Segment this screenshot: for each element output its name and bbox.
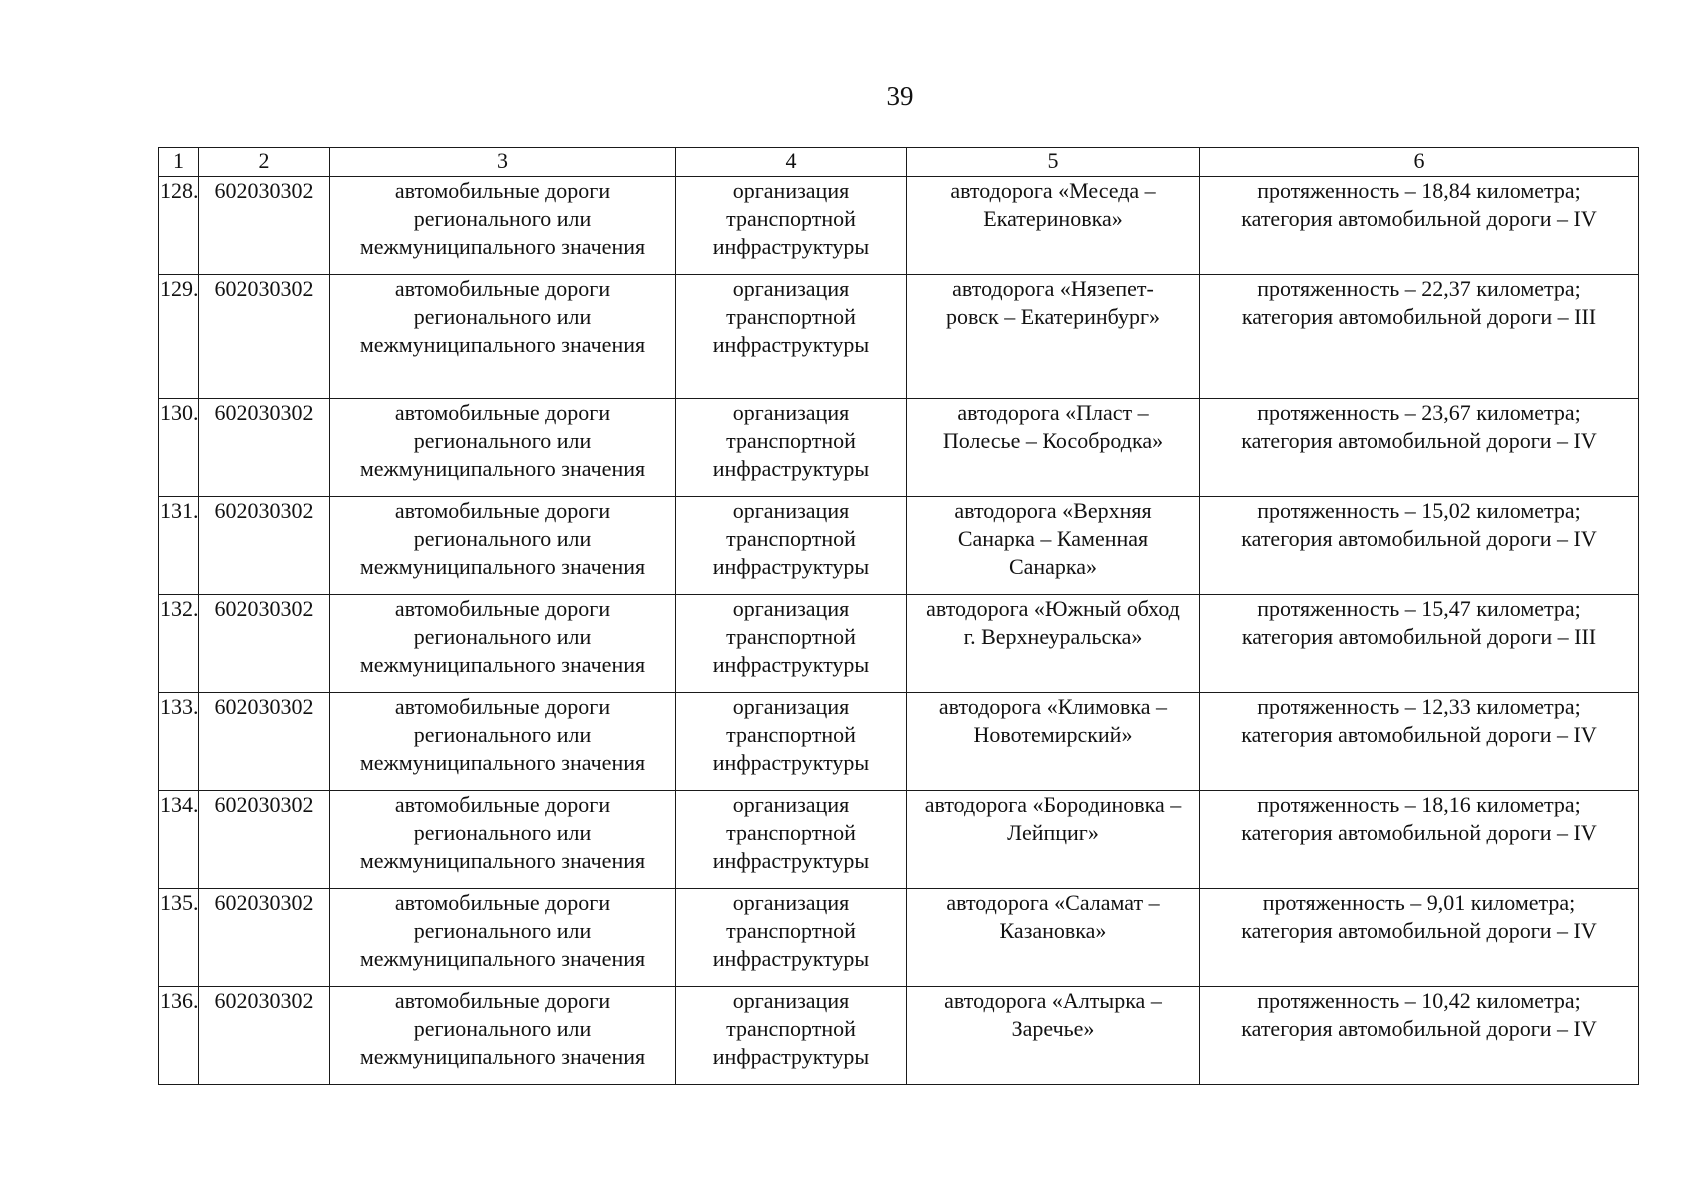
row-description <box>1200 889 1639 987</box>
row-code: 602030302 <box>199 791 330 889</box>
row-description <box>1200 497 1639 595</box>
table-body <box>159 177 1639 1085</box>
row-purpose <box>676 497 907 595</box>
row-road-name <box>907 177 1200 275</box>
row-object-type-line: автомобильные дороги <box>394 178 611 203</box>
row-object-type-line: регионального или <box>413 206 592 231</box>
header-row <box>159 148 1639 177</box>
row-road-name-line: автодорога «Бородиновка – <box>924 792 1182 817</box>
row-number: 132. <box>159 595 199 693</box>
row-object-type-line: регионального или <box>413 428 592 453</box>
table-row <box>159 987 1639 1085</box>
row-purpose-line: организация <box>732 694 850 719</box>
column-header-2: 2 <box>199 148 330 177</box>
row-object-type-line: регионального или <box>413 722 592 747</box>
row-road-name <box>907 275 1200 399</box>
row-purpose <box>676 889 907 987</box>
row-code: 602030302 <box>199 177 330 275</box>
row-object-type-line: автомобильные дороги <box>394 400 611 425</box>
row-description-line: протяженность – 15,02 километра; <box>1257 498 1581 523</box>
row-description-line: категория автомобильной дороги – IV <box>1241 918 1597 943</box>
row-road-name-line: Заречье» <box>1011 1016 1095 1041</box>
row-code: 602030302 <box>199 275 330 399</box>
table-header <box>159 148 1639 177</box>
row-object-type-line: автомобильные дороги <box>394 792 611 817</box>
page-number: 39 <box>886 81 914 111</box>
row-purpose-line: транспортной <box>726 304 856 329</box>
row-road-name <box>907 497 1200 595</box>
row-object-type <box>330 399 676 497</box>
row-purpose <box>676 399 907 497</box>
row-description-line: категория автомобильной дороги – IV <box>1241 722 1597 747</box>
row-description <box>1200 399 1639 497</box>
column-header-6: 6 <box>1200 148 1639 177</box>
column-header-3: 3 <box>330 148 676 177</box>
row-object-type-line: межмуниципального значения <box>359 848 646 873</box>
row-purpose <box>676 275 907 399</box>
table-row <box>159 177 1639 275</box>
row-object-type-line: межмуниципального значения <box>359 946 646 971</box>
row-object-type <box>330 693 676 791</box>
row-purpose-line: транспортной <box>726 624 856 649</box>
row-road-name-line: Новотемирский» <box>973 722 1133 747</box>
row-purpose-line: организация <box>732 792 850 817</box>
row-purpose-line: организация <box>732 596 850 621</box>
row-purpose-line: инфраструктуры <box>712 652 870 677</box>
row-description-line: протяженность – 22,37 километра; <box>1257 276 1581 301</box>
row-purpose-line: организация <box>732 890 850 915</box>
row-object-type-line: регионального или <box>413 1016 592 1041</box>
row-number: 130. <box>159 399 199 497</box>
row-road-name-line: Санарка» <box>1008 554 1098 579</box>
row-code: 602030302 <box>199 889 330 987</box>
column-header-4: 4 <box>676 148 907 177</box>
row-purpose-line: транспортной <box>726 1016 856 1041</box>
row-purpose <box>676 595 907 693</box>
row-object-type <box>330 177 676 275</box>
row-purpose-line: инфраструктуры <box>712 750 870 775</box>
row-number: 133. <box>159 693 199 791</box>
row-road-name-line: автодорога «Меседа – <box>950 178 1156 203</box>
row-object-type-line: автомобильные дороги <box>394 596 611 621</box>
row-purpose-line: инфраструктуры <box>712 554 870 579</box>
roads-table <box>158 147 1639 1085</box>
row-purpose-line: транспортной <box>726 206 856 231</box>
row-road-name <box>907 889 1200 987</box>
row-code: 602030302 <box>199 399 330 497</box>
row-description <box>1200 791 1639 889</box>
row-purpose-line: транспортной <box>726 820 856 845</box>
row-purpose <box>676 693 907 791</box>
row-object-type-line: межмуниципального значения <box>359 1044 646 1069</box>
row-road-name-line: автодорога «Алтырка – <box>944 988 1162 1013</box>
row-object-type-line: межмуниципального значения <box>359 652 646 677</box>
row-road-name-line: автодорога «Нязепет- <box>952 276 1154 301</box>
row-description <box>1200 987 1639 1085</box>
row-object-type-line: межмуниципального значения <box>359 750 646 775</box>
row-purpose <box>676 987 907 1085</box>
row-road-name <box>907 987 1200 1085</box>
row-purpose-line: инфраструктуры <box>712 332 870 357</box>
row-road-name-line: Лейпциг» <box>1007 820 1099 845</box>
row-object-type-line: автомобильные дороги <box>394 276 611 301</box>
row-object-type <box>330 889 676 987</box>
row-road-name-line: автодорога «Пласт – <box>957 400 1149 425</box>
row-purpose-line: транспортной <box>726 526 856 551</box>
row-object-type-line: межмуниципального значения <box>359 554 646 579</box>
row-number: 136. <box>159 987 199 1085</box>
row-description <box>1200 595 1639 693</box>
row-description <box>1200 693 1639 791</box>
row-object-type-line: автомобильные дороги <box>394 498 611 523</box>
row-object-type-line: регионального или <box>413 526 592 551</box>
row-description-line: протяженность – 9,01 километра; <box>1262 890 1576 915</box>
row-object-type-line: автомобильные дороги <box>394 988 611 1013</box>
table-row <box>159 595 1639 693</box>
row-code: 602030302 <box>199 595 330 693</box>
table-row <box>159 497 1639 595</box>
row-description-line: категория автомобильной дороги – IV <box>1241 206 1597 231</box>
row-description-line: категория автомобильной дороги – IV <box>1241 428 1597 453</box>
row-object-type <box>330 987 676 1085</box>
table-row <box>159 791 1639 889</box>
row-object-type <box>330 275 676 399</box>
row-road-name-line: г. Верхнеуральска» <box>963 624 1143 649</box>
row-object-type-line: межмуниципального значения <box>359 234 646 259</box>
table-row <box>159 399 1639 497</box>
row-description-line: протяженность – 23,67 километра; <box>1257 400 1581 425</box>
row-purpose-line: транспортной <box>726 918 856 943</box>
row-description-line: протяженность – 18,84 километра; <box>1257 178 1581 203</box>
row-description <box>1200 275 1639 399</box>
row-purpose-line: инфраструктуры <box>712 946 870 971</box>
row-description-line: категория автомобильной дороги – IV <box>1241 820 1597 845</box>
row-road-name-line: автодорога «Саламат – <box>946 890 1160 915</box>
row-description-line: категория автомобильной дороги – IV <box>1241 526 1597 551</box>
row-road-name-line: ровск – Екатеринбург» <box>945 304 1160 329</box>
row-purpose-line: инфраструктуры <box>712 1044 870 1069</box>
row-road-name <box>907 399 1200 497</box>
table-row <box>159 275 1639 399</box>
row-object-type-line: автомобильные дороги <box>394 694 611 719</box>
row-purpose-line: организация <box>732 988 850 1013</box>
row-purpose-line: инфраструктуры <box>712 234 870 259</box>
row-purpose-line: инфраструктуры <box>712 456 870 481</box>
column-header-5: 5 <box>907 148 1200 177</box>
row-road-name <box>907 791 1200 889</box>
row-purpose-line: транспортной <box>726 428 856 453</box>
row-road-name-line: автодорога «Верхняя <box>954 498 1152 523</box>
table-row <box>159 889 1639 987</box>
row-object-type-line: межмуниципального значения <box>359 332 646 357</box>
row-road-name-line: Санарка – Каменная <box>957 526 1149 551</box>
row-road-name <box>907 595 1200 693</box>
row-object-type <box>330 497 676 595</box>
row-purpose-line: организация <box>732 178 850 203</box>
row-purpose-line: организация <box>732 276 850 301</box>
row-description-line: категория автомобильной дороги – IV <box>1241 1016 1597 1041</box>
row-object-type-line: межмуниципального значения <box>359 456 646 481</box>
row-object-type-line: регионального или <box>413 918 592 943</box>
row-code: 602030302 <box>199 987 330 1085</box>
row-purpose-line: организация <box>732 498 850 523</box>
row-number: 131. <box>159 497 199 595</box>
row-description-line: категория автомобильной дороги – III <box>1241 624 1597 649</box>
row-road-name-line: Екатериновка» <box>983 206 1123 231</box>
row-description-line: протяженность – 18,16 километра; <box>1257 792 1581 817</box>
row-road-name-line: автодорога «Южный обход <box>926 596 1180 621</box>
row-description-line: протяженность – 15,47 километра; <box>1257 596 1581 621</box>
column-header-1: 1 <box>159 148 199 177</box>
row-purpose <box>676 177 907 275</box>
row-number: 129. <box>159 275 199 399</box>
row-object-type-line: регионального или <box>413 624 592 649</box>
row-road-name-line: Полесье – Кособродка» <box>942 428 1164 453</box>
row-number: 128. <box>159 177 199 275</box>
row-object-type <box>330 791 676 889</box>
row-road-name-line: автодорога «Климовка – <box>938 694 1168 719</box>
table-row <box>159 693 1639 791</box>
row-purpose-line: транспортной <box>726 722 856 747</box>
row-road-name <box>907 693 1200 791</box>
row-description <box>1200 177 1639 275</box>
row-road-name-line: Казановка» <box>999 918 1107 943</box>
row-object-type-line: автомобильные дороги <box>394 890 611 915</box>
row-purpose-line: инфраструктуры <box>712 848 870 873</box>
row-number: 134. <box>159 791 199 889</box>
row-object-type-line: регионального или <box>413 820 592 845</box>
row-description-line: протяженность – 10,42 километра; <box>1257 988 1581 1013</box>
row-number: 135. <box>159 889 199 987</box>
row-purpose <box>676 791 907 889</box>
row-object-type-line: регионального или <box>413 304 592 329</box>
row-code: 602030302 <box>199 497 330 595</box>
row-description-line: протяженность – 12,33 километра; <box>1257 694 1581 719</box>
row-purpose-line: организация <box>732 400 850 425</box>
row-description-line: категория автомобильной дороги – III <box>1241 304 1597 329</box>
row-object-type <box>330 595 676 693</box>
row-code: 602030302 <box>199 693 330 791</box>
